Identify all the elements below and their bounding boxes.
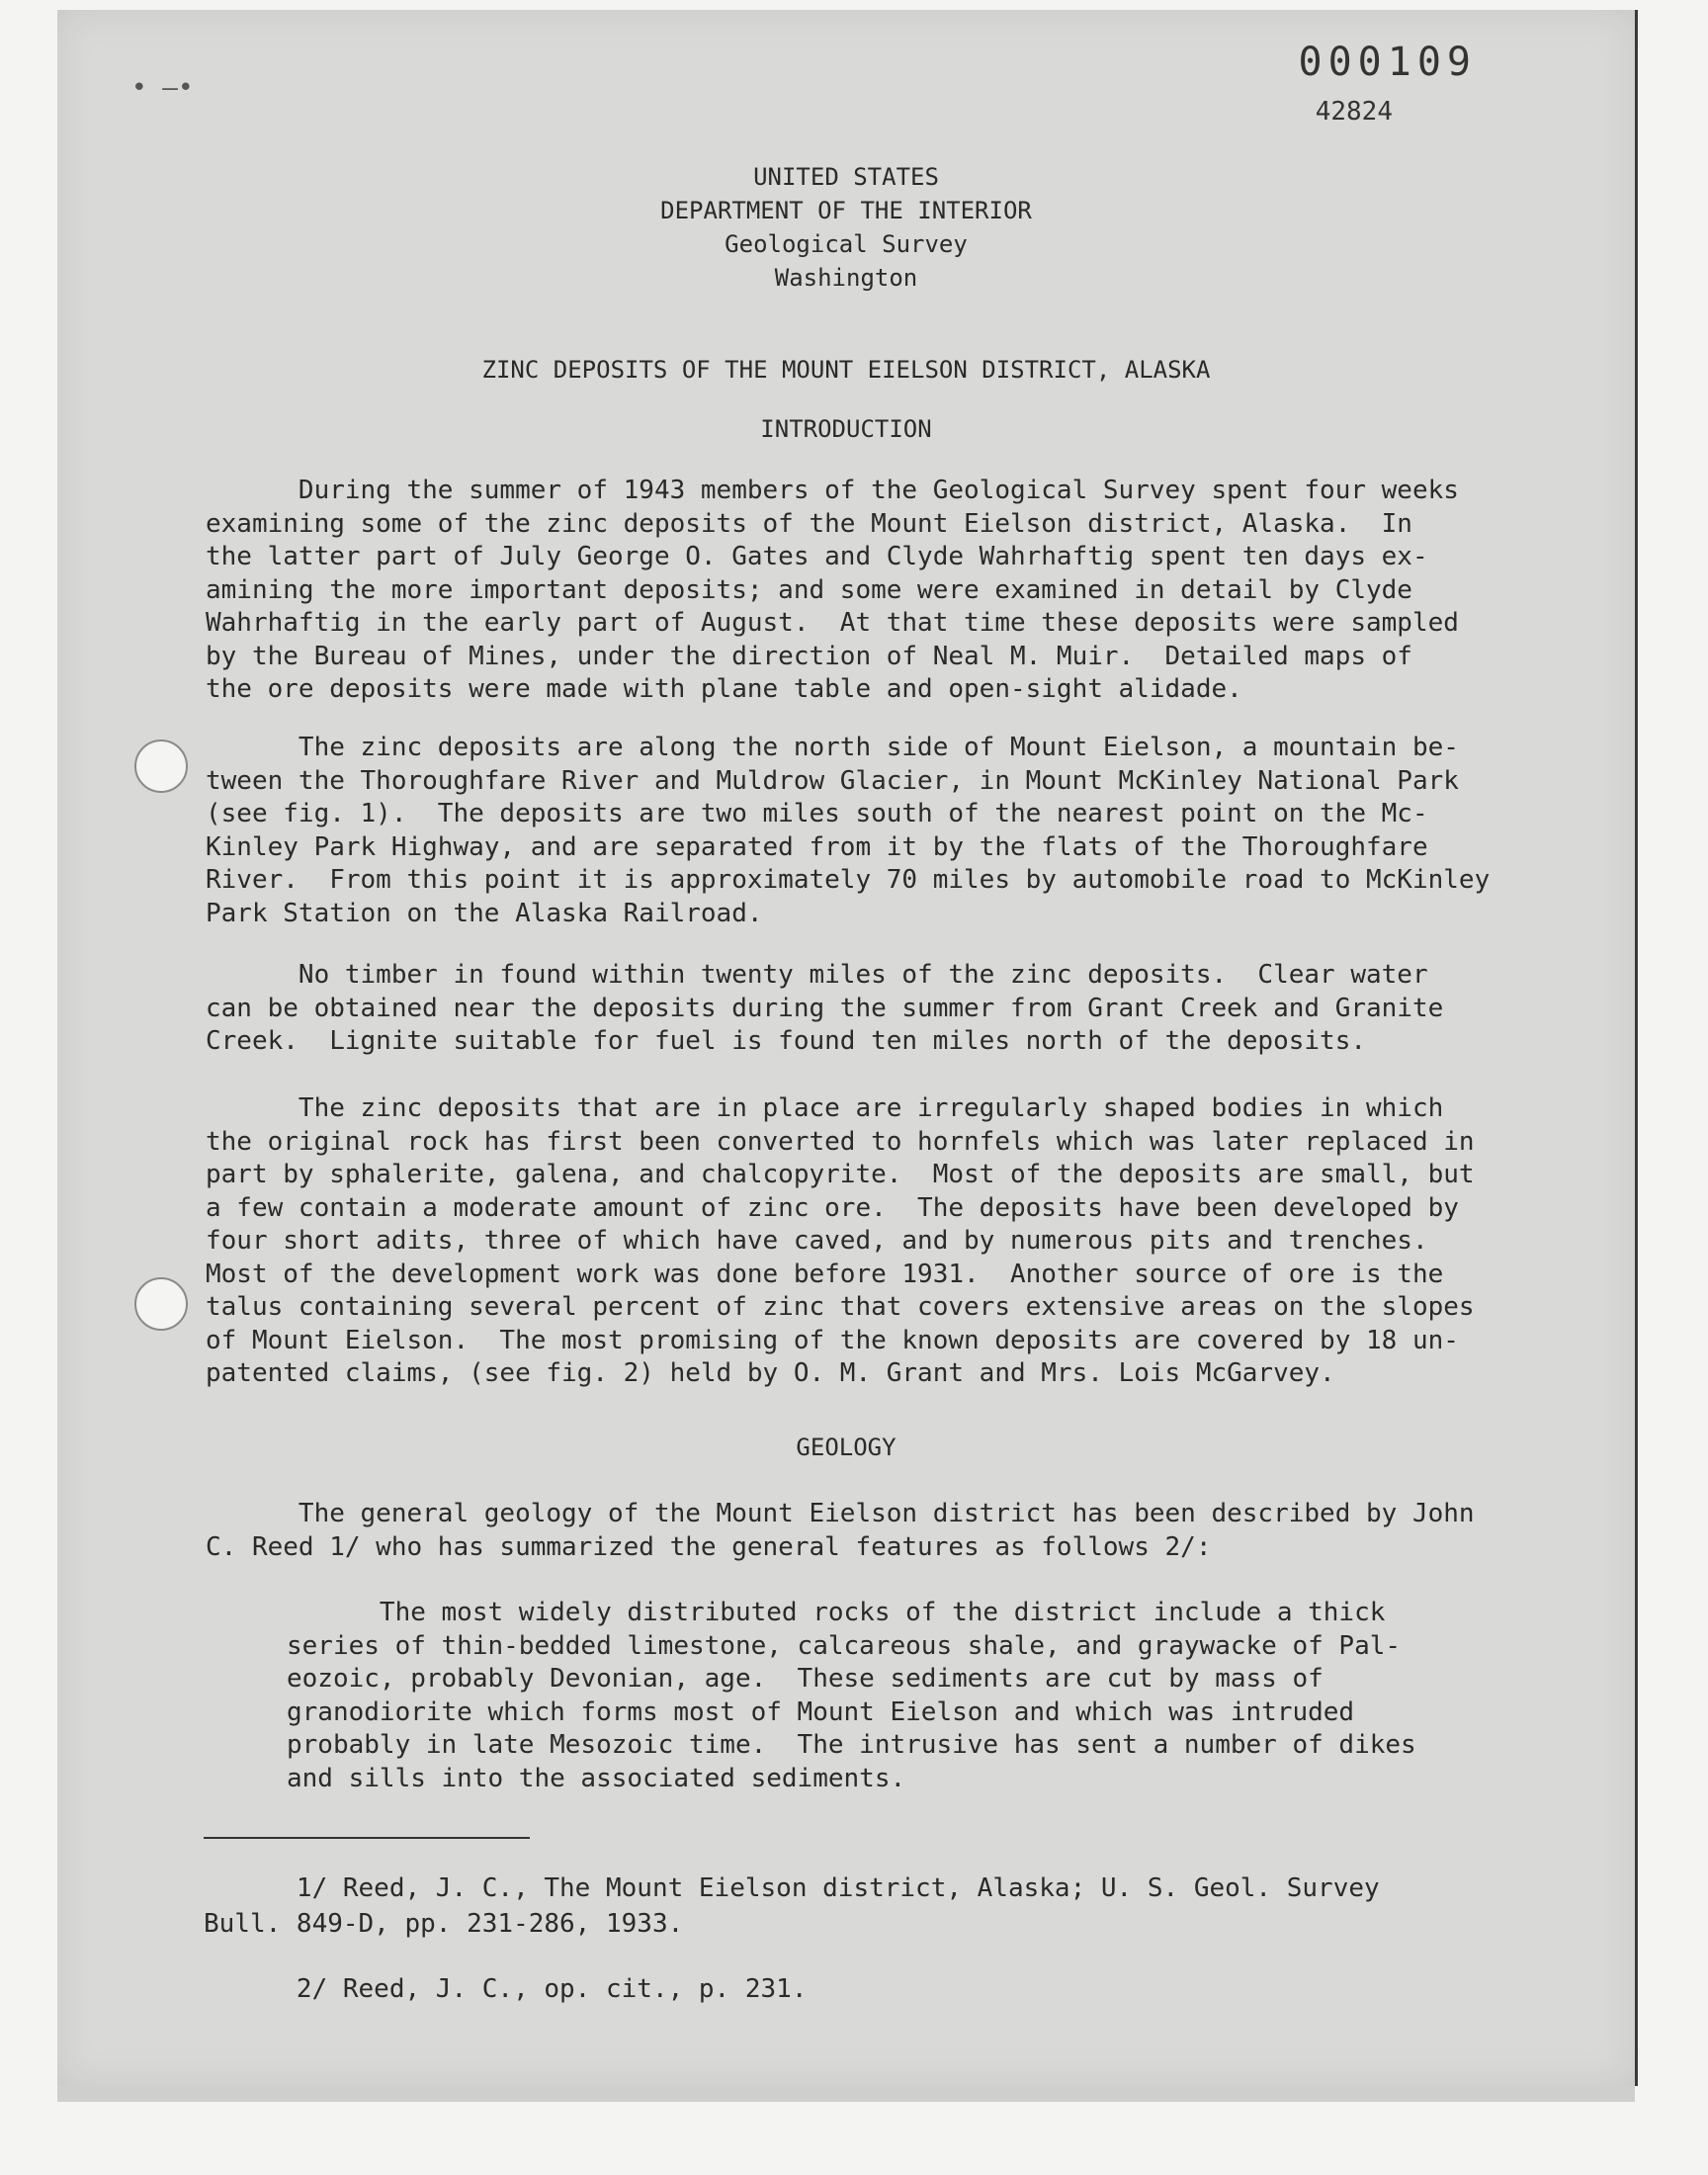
text-line: Creek. Lignite suitable for fuel is found ten miles north of the deposits. [206, 1026, 1366, 1056]
text-line: can be obtained near the deposits during the summer from Grant Creek and Granite [206, 993, 1444, 1023]
reference-number: 42824 [1315, 97, 1393, 127]
footnote-2 [204, 1971, 807, 2007]
text-line: granodiorite which forms most of Mount Eielson and which was intruded [287, 1696, 1355, 1727]
text-line: 1/ Reed, J. C., The Mount Eielson district, Alaska; U. S. Geol. Survey [204, 1873, 1380, 1903]
introduction-heading: INTRODUCTION [760, 415, 932, 443]
intro-paragraph-3 [206, 959, 1609, 1059]
text-line: The general geology of the Mount Eielson district has been described by John [206, 1499, 1475, 1528]
punch-hole [134, 740, 188, 793]
text-line: by the Bureau of Mines, under the direction of Neal M. Muir. Detailed maps of [206, 641, 1412, 671]
text-line: part by sphalerite, galena, and chalcopyrite. Most of the deposits are small, but [206, 1160, 1475, 1189]
agency-header [57, 160, 1635, 295]
text-line: (see fig. 1). The deposits are two miles south of the nearest point on the Mc- [206, 799, 1428, 828]
header-line: UNITED STATES [753, 163, 939, 191]
text-line: Kinley Park Highway, and are separated from it by the flats of the Thoroughfare [206, 831, 1428, 862]
text-line: Bull. 849-D, pp. 231-286, 1933. [204, 1909, 684, 1939]
text-line: tween the Thoroughfare River and Muldrow Glacier, in Mount McKinley National Park [206, 765, 1459, 796]
document-title: ZINC DEPOSITS OF THE MOUNT EIELSON DISTRICT, ALASKA [481, 356, 1211, 384]
punch-hole [134, 1277, 188, 1331]
text-line: examining some of the zinc deposits of the Mount Eielson district, Alaska. In [206, 508, 1412, 539]
geology-paragraph [206, 1498, 1609, 1564]
text-line: During the summer of 1943 members of the Geological Survey spent four weeks [206, 476, 1459, 505]
text-line: Wahrhaftig in the early part of August. At that time these deposits were sampled [206, 608, 1459, 638]
geology-heading: GEOLOGY [796, 1434, 897, 1461]
header-line: DEPARTMENT OF THE INTERIOR [660, 197, 1032, 224]
text-line: C. Reed 1/ who has summarized the general features as follows 2/: [206, 1531, 1212, 1562]
text-line: talus containing several percent of zinc that covers extensive areas on the slopes [206, 1292, 1475, 1322]
footnote-1 [204, 1870, 1380, 1942]
text-line: 2/ Reed, J. C., op. cit., p. 231. [204, 1974, 808, 2004]
text-line: Park Station on the Alaska Railroad. [206, 898, 763, 928]
text-line: The zinc deposits that are in place are irregularly shaped bodies in which [206, 1093, 1444, 1123]
text-line: No timber in found within twenty miles of the zinc deposits. Clear water [206, 960, 1428, 990]
text-line: amining the more important deposits; and some were examined in detail by Clyde [206, 574, 1412, 605]
text-line: Most of the development work was done before 1931. Another source of ore is the [206, 1259, 1444, 1289]
text-line: of Mount Eielson. The most promising of the known deposits are covered by 18 un- [206, 1325, 1459, 1355]
text-line: series of thin-bedded limestone, calcareous shale, and graywacke of Pal- [287, 1630, 1402, 1661]
text-line: and sills into the associated sediments. [287, 1763, 906, 1793]
text-line: patented claims, (see fig. 2) held by O. M. Grant and Mrs. Lois McGarvey. [206, 1358, 1335, 1388]
intro-paragraph-1 [206, 475, 1609, 707]
text-line: the original rock has first been converted to hornfels which was later replaced in [206, 1126, 1475, 1157]
header-line: Geological Survey [725, 230, 968, 258]
block-quote [287, 1597, 1591, 1795]
text-line: four short adits, three of which have caved, and by numerous pits and trenches. [206, 1226, 1428, 1256]
text-line: eozoic, probably Devonian, age. These sediments are cut by mass of [287, 1664, 1324, 1694]
text-line: The most widely distributed rocks of the district include a thick [287, 1598, 1386, 1627]
text-line: the ore deposits were made with plane table and open-sight alidade. [206, 674, 1242, 704]
text-line: probably in late Mesozoic time. The intrusive has sent a number of dikes [287, 1730, 1416, 1760]
document-number: 000109 [1298, 40, 1477, 85]
text-line: The zinc deposits are along the north side of Mount Eielson, a mountain be- [206, 733, 1459, 762]
text-line: River. From this point it is approximately 70 miles by automobile road to McKinley [206, 865, 1491, 895]
page-edge [57, 2086, 1635, 2102]
text-line: the latter part of July George O. Gates and Clyde Wahrhaftig spent ten days ex- [206, 542, 1428, 571]
corner-mark: • —• [131, 73, 194, 103]
document-page [57, 10, 1638, 2086]
intro-paragraph-4 [206, 1092, 1609, 1391]
header-line: Washington [774, 264, 918, 292]
text-line: a few contain a moderate amount of zinc ore. The deposits have been developed by [206, 1192, 1459, 1223]
footnote-rule [204, 1837, 530, 1839]
intro-paragraph-2 [206, 732, 1609, 930]
